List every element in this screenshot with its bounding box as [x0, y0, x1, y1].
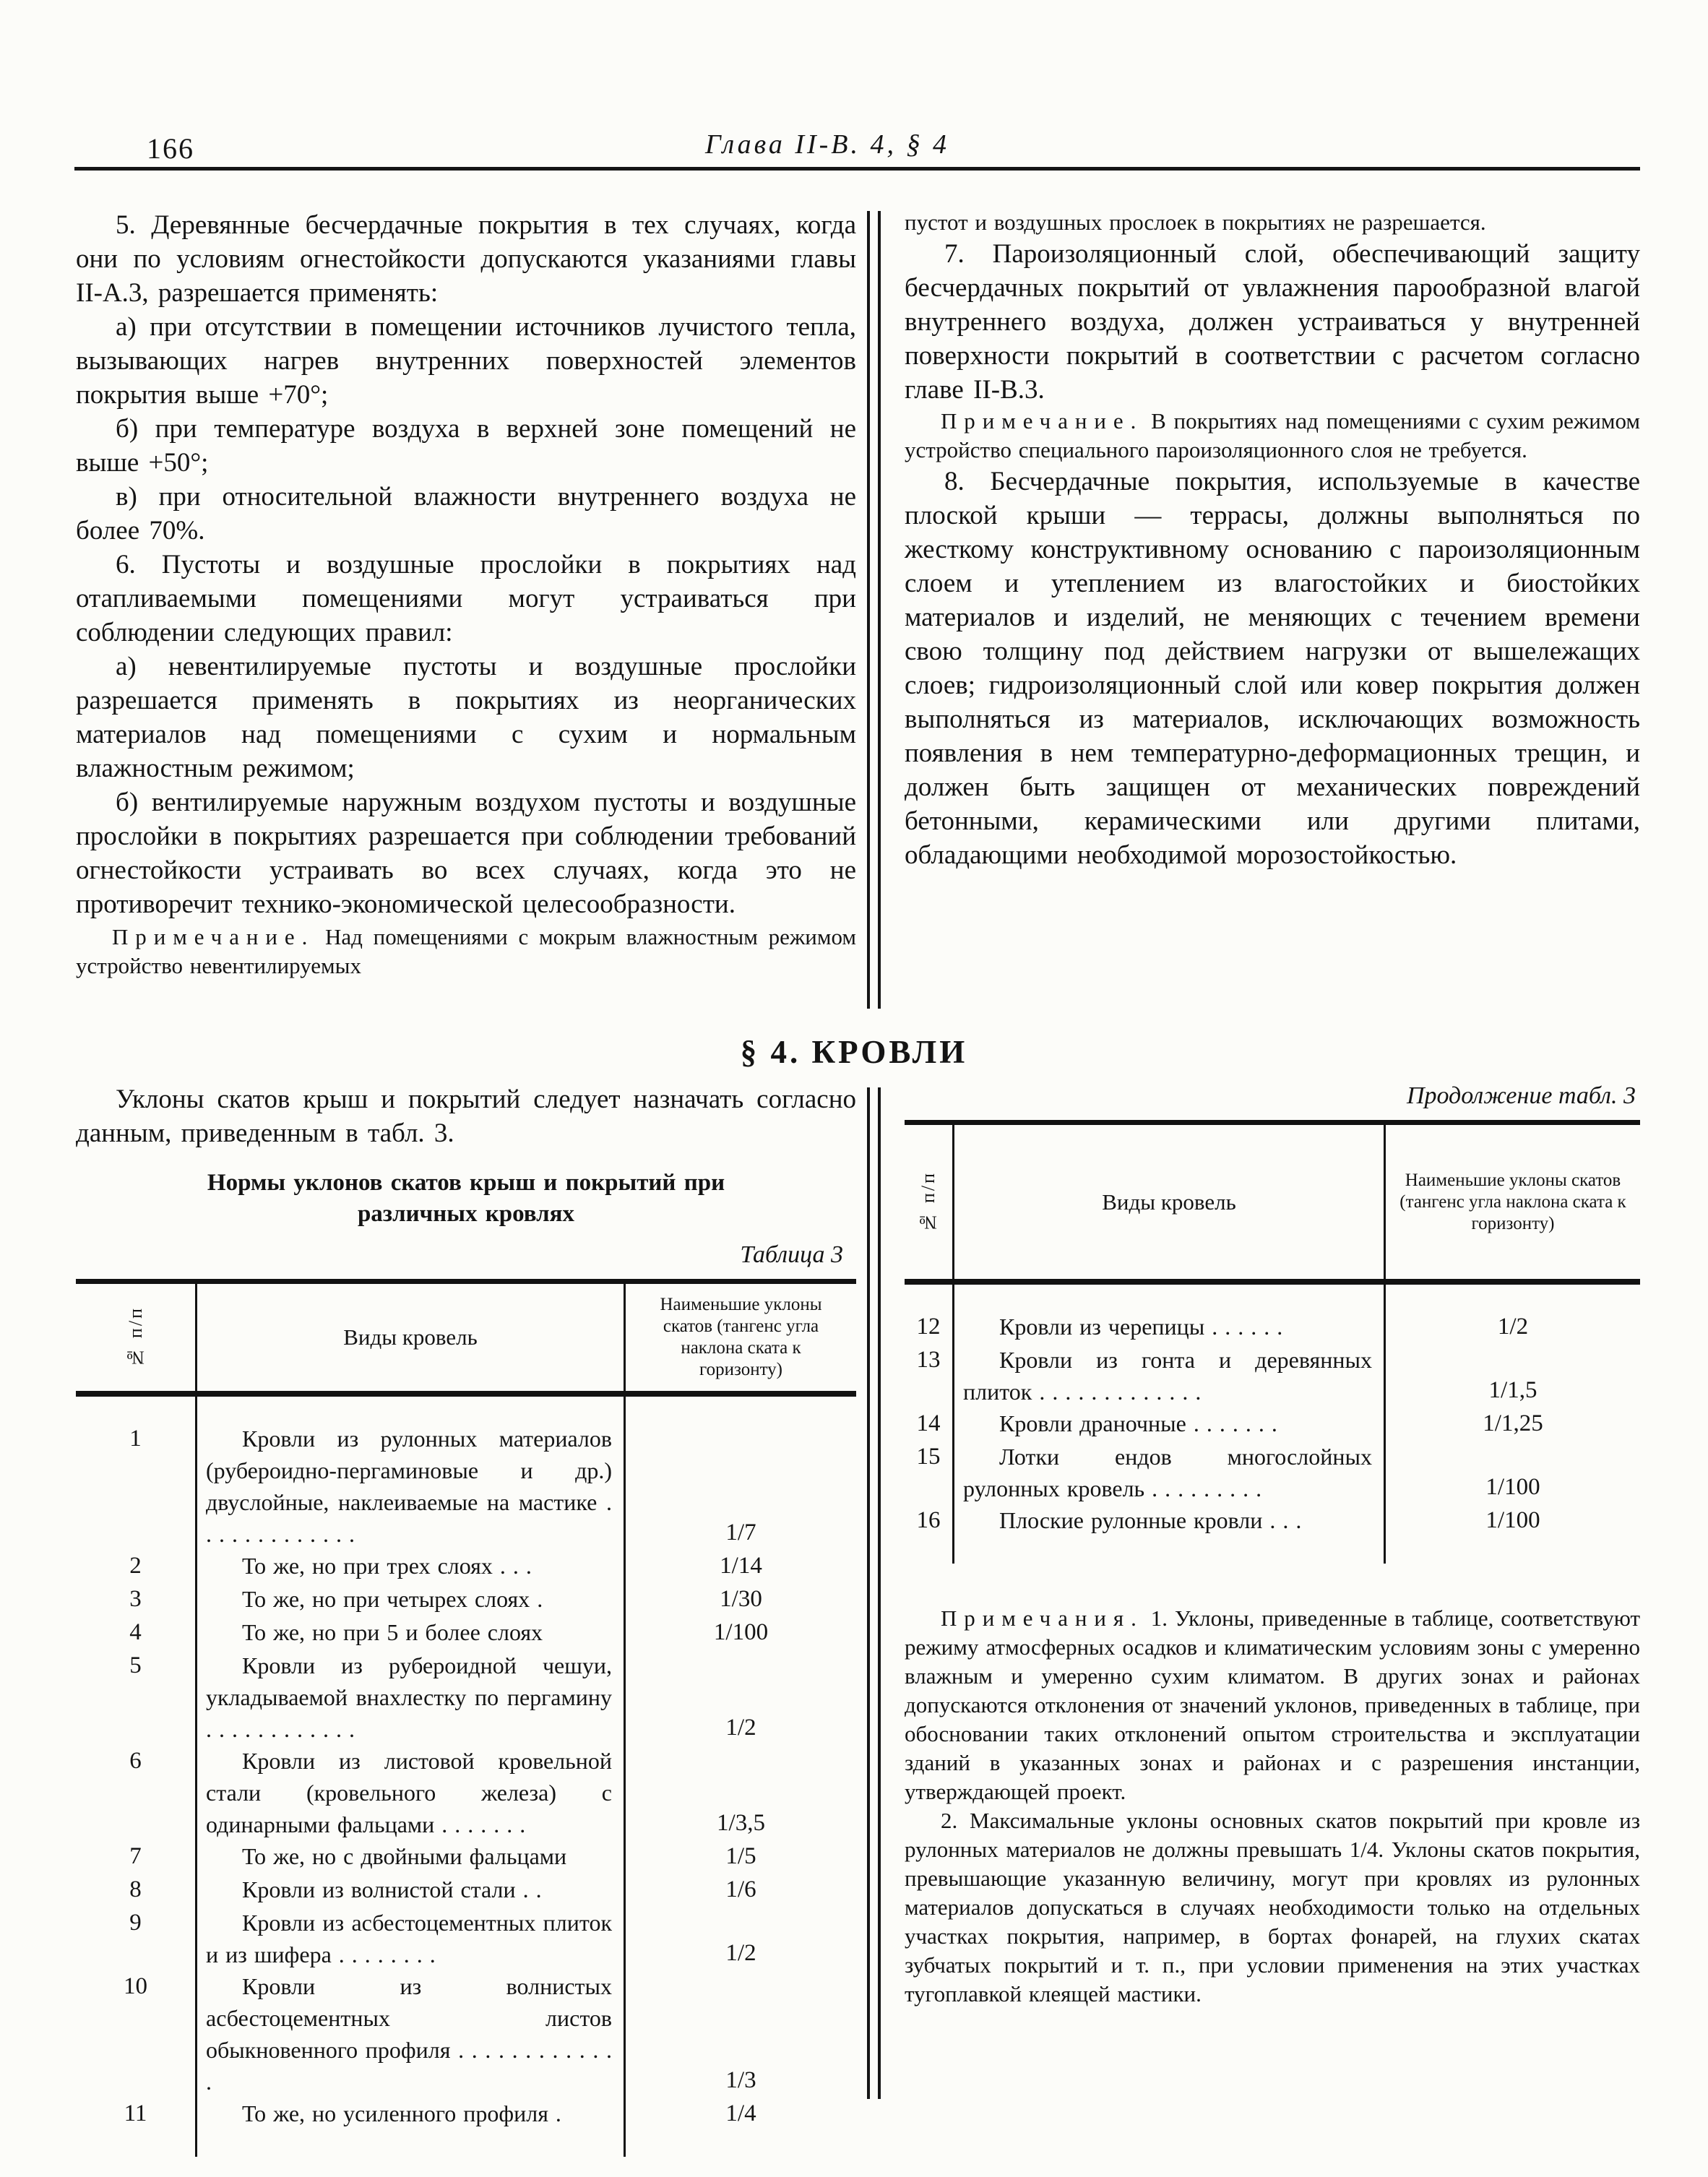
header-cell-num: № п/п	[124, 1306, 146, 1368]
note-left	[76, 923, 856, 980]
note-continuation: пустот и воздушных прослоек в покрытиях не разрешается.	[905, 210, 1486, 235]
table-row: 14 Кровли драночные . . . . . . . 1/1,25	[905, 1407, 1640, 1441]
table-row: 16 Плоские рулонные кровли . . . 1/100	[905, 1504, 1640, 1538]
table-row: 9 Кровли из асбестоцементных плиток и из шифера . . . . . . . . 1/2	[76, 1907, 856, 1970]
table-row: 15 Лотки ендов многослойных рулонных кровель . . . . . . . . . 1/100	[905, 1441, 1640, 1504]
paragraph-8: 8. Бесчердачные покрытия, используемые в качестве плоской крыши — террасы, должны выполняться по жесткому конструктивному основанию с пароизоляционным слоем и утеплением из влагостойких и биостойких материалов и изделий, не меняющих с течением времени свою толщину под действием нагрузки от вышележащих слоев; гидроизоляционный слой или ковер покрытия должен выполняться из материалов, исключающих возможность появления в нем температурно-деформационных трещин, и должен быть защищен от механических повреждений бетонными, керамическими или другими плитами, обладающими необходимой морозостойкостью.	[905, 467, 1640, 870]
paragraph-5: 5. Деревянные бесчердачные покрытия в тех случаях, когда они по условиям огнестойкости допускаются указаниями главы II-А.3, разрешается применять:	[76, 210, 856, 308]
section-title: § 4. КРОВЛИ	[740, 1034, 968, 1070]
paragraph-5a: а) при отсутствии в помещении источников лучистого тепла, вызывающих нагрев внутренних поверхностей элементов покрытия выше +70°;	[76, 312, 856, 410]
note-text: В покрытиях над помещениями с сухим режимом устройство специального пароизоляционного слоя не требуется.	[905, 408, 1640, 462]
page-number: 166	[147, 132, 194, 165]
paragraph-5v: в) при относительной влажности внутреннего воздуха не более 70%.	[76, 482, 856, 546]
header-cell-num: № п/п	[918, 1171, 939, 1233]
table-row: 4 То же, но при 5 и более слоях 1/100	[76, 1616, 856, 1650]
table-row: 12 Кровли из черепицы . . . . . . 1/2	[905, 1285, 1640, 1344]
table-notes	[905, 1604, 1640, 2009]
table-label: Таблица 3	[740, 1241, 843, 1268]
top-left-column	[76, 208, 856, 980]
running-title: Глава II-В. 4, § 4	[704, 129, 950, 160]
table-3-continuation-body	[905, 1285, 1640, 1564]
note-lead: Примечание.	[941, 408, 1144, 434]
paragraph-6a: а) невентилируемые пустоты и воздушные прослойки разрешается применять в покрытиях из неорганических материалов над помещениями с сухим и нормальным влажностным режимом;	[76, 652, 856, 783]
table-3	[76, 1279, 856, 2157]
paragraph-6: 6. Пустоты и воздушные прослойки в покрытиях над отапливаемыми помещениями могут устраиваться при соблюдении следующих правил:	[76, 550, 856, 647]
table-note-1	[905, 1604, 1640, 1806]
table-note-2: 2. Максимальные уклоны основных скатов покрытий при кровле из рулонных материалов не должны превышать 1/4. Уклоны скатов покрытия, превышающие указанную величину, могут при кровлях из рулонных материалов допускаться в случаях необходимости только на отдельных участках покрытия, например, в бортах фонарей, на глухих скатах зубчатых покрытий и т. п., при условии применения на этих участках тугоплавкой клеящей мастики.	[905, 1808, 1640, 2006]
table-row: 8 Кровли из волнистой стали . . 1/6	[76, 1874, 856, 1907]
lower-left-column	[76, 1082, 856, 2157]
column-divider-top	[867, 211, 881, 1009]
header-cell-types: Виды кровель	[952, 1125, 1386, 1279]
table-3-header	[76, 1284, 856, 1397]
table-row: 5 Кровли из рубероидной чешуи, укладываемой внахлестку по пергамину . . . . . . . . . . . . 1/2	[76, 1650, 856, 1745]
paragraph-7: 7. Пароизоляционный слой, обеспечивающий защиту бесчердачных покрытий от увлажнения парообразной влагой внутреннего воздуха, должен устраиваться у внутренней поверхности покрытий в соответствии с расчетом согласно главе II-В.3.	[905, 239, 1640, 405]
table-row: 3 То же, но при четырех слоях . 1/30	[76, 1583, 856, 1616]
table-continuation-label: Продолжение табл. 3	[1406, 1082, 1636, 1109]
note-text: Над помещениями с мокрым влажностным режимом устройство невентилируемых	[76, 924, 856, 978]
note-right	[905, 407, 1640, 465]
table-row: 6 Кровли из листовой кровельной стали (кровельного железа) с одинарными фальцами . . . . . . . 1/3,5	[76, 1745, 856, 1840]
header-rule	[74, 167, 1640, 171]
section-intro: Уклоны скатов крыш и покрытий следует назначать согласно данным, приведенным в табл. 3.	[76, 1085, 856, 1148]
top-right-column	[905, 208, 1640, 872]
column-divider-lower	[867, 1087, 881, 2099]
table-title: Нормы уклонов скатов крыш и покрытий при различных кровлях	[207, 1170, 725, 1227]
note-lead: Примечание.	[112, 924, 315, 949]
note-text: 1. Уклоны, приведенные в таблице, соответствуют режиму атмосферных осадков и климатическим условиям зоны с умеренно влажным и умеренно сухим климатом. В других зонах и районах допускаются отклонения от значений уклонов, приведенных в таблице, при обосновании таких отклонений опытом строительства и эксплуатации зданий в указанных зонах и районах и с разрешения инстанции, утверждающей проект.	[905, 1605, 1640, 1804]
lower-right-column	[905, 1082, 1640, 2009]
table-row: 13 Кровли из гонта и деревянных плиток . . . . . . . . . . . . . 1/1,5	[905, 1344, 1640, 1407]
table-3-continuation	[905, 1120, 1640, 1564]
table-row-spacer	[76, 2131, 856, 2157]
paragraph-6b: б) вентилируемые наружным воздухом пустоты и воздушные прослойки в покрытиях разрешается при соблюдении требований огнестойкости устраивать во всех случаях, когда это не противоречит технико-экономической целесообразности.	[76, 788, 856, 919]
table-row: 10 Кровли из волнистых асбестоцементных листов обыкновенного профиля . . . . . . . . . . . . . 1/3	[76, 1970, 856, 2098]
table-row: 11 То же, но усиленного профиля . 1/4	[76, 2098, 856, 2131]
paragraph-5b: б) при температуре воздуха в верхней зоне помещений не выше +50°;	[76, 414, 856, 478]
header-cell-types: Виды кровель	[195, 1284, 626, 1391]
header-cell-slope: Наименьшие уклоны скатов (тангенс угла наклона ската к горизонту)	[660, 1295, 822, 1379]
table-row: 2 То же, но при трех слоях . . . 1/14	[76, 1550, 856, 1583]
notes-lead: Примечания.	[941, 1605, 1144, 1631]
table-row-spacer	[905, 1538, 1640, 1564]
table-row: 7 То же, но с двойными фальцами 1/5	[76, 1840, 856, 1874]
header-cell-slope: Наименьшие уклоны скатов (тангенс угла наклона ската к горизонту)	[1399, 1170, 1626, 1233]
table-row: 1 Кровли из рулонных материалов (рубероидно-пергаминовые и др.) двуслойные, наклеиваемые на мастике . . . . . . . . . . . . . 1/7	[76, 1397, 856, 1550]
table-3-body	[76, 1397, 856, 2157]
table-3-continuation-header	[905, 1125, 1640, 1285]
